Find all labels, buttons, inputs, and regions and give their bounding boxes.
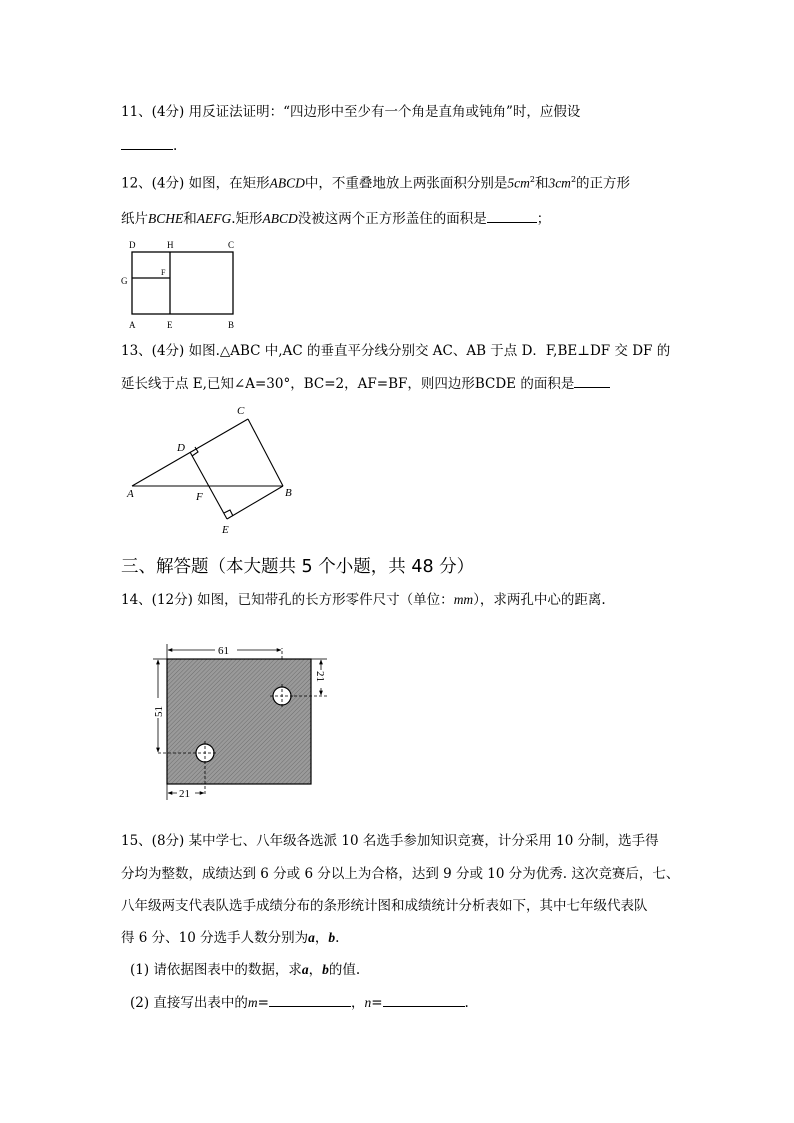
q15-var-b: b xyxy=(328,930,336,945)
q12-paper: 纸片 xyxy=(121,211,148,227)
q12-area1: 5cm xyxy=(507,175,530,191)
q13-label-b: B xyxy=(285,487,292,499)
q14-unit: mm xyxy=(453,592,474,607)
q12-square-bche: BCHE xyxy=(148,211,184,226)
q14-dim-21-bottom-label: 21 xyxy=(179,788,190,800)
q11-line1: 11、(4分) 用反证法证明：“四边形中至少有一个角是直角或钝角”时，应假设 xyxy=(121,104,581,120)
q12-rect-abcd-2: ABCD xyxy=(262,211,298,226)
q13-label-e: E xyxy=(222,524,229,535)
q12-label-h: H xyxy=(167,240,174,250)
q12-and: 和 xyxy=(534,175,549,192)
q15-sub1-var-b: b xyxy=(322,962,329,977)
q15-period: . xyxy=(335,930,340,946)
q15-line2: 分均为整数，成绩达到 6 分或 6 分以上为合格，达到 9 分或 10 分为优秀. 这次竞赛后，七、 xyxy=(121,866,680,882)
q12-semicolon: ； xyxy=(536,211,551,227)
q12-label-b: B xyxy=(228,320,235,330)
q12-rect-outline xyxy=(132,252,233,314)
q15-var-m: m xyxy=(247,995,258,1010)
q15-line4 xyxy=(121,930,339,946)
q12-intro: 12、(4分) 如图，在矩形 xyxy=(121,175,270,192)
q15-sub2 xyxy=(130,994,469,1011)
q14-intro: 14、(12分) 如图，已知带孔的长方形零件尺寸（单位： xyxy=(121,592,454,608)
q15-sub1-comma: ， xyxy=(308,962,323,978)
q12-area2: 3cm xyxy=(548,175,571,191)
q13-figure xyxy=(120,400,305,535)
q15-eq-m: = xyxy=(257,995,269,1011)
q12-label-g: G xyxy=(121,276,128,286)
q12-rect-abcd: ABCD xyxy=(269,175,305,191)
q12-text-end: 的正方形 xyxy=(576,175,631,192)
q12-label-c: C xyxy=(228,240,235,250)
q15-m-answer-blank[interactable] xyxy=(269,994,351,1007)
q13-segment-eb xyxy=(227,486,283,519)
q14-dim-51-label: 51 xyxy=(153,706,165,717)
q13-segment-cb xyxy=(248,419,283,486)
q14-line1 xyxy=(121,592,606,608)
q15-var-a: a xyxy=(308,930,315,945)
q14-plate xyxy=(167,659,311,784)
q13-label-d: D xyxy=(177,442,185,454)
q12-sup1: 2 xyxy=(529,175,535,184)
q12-text: 中，不重叠地放上两张面积分别是 xyxy=(304,175,508,192)
q15-sub1-end: 的值. xyxy=(328,962,361,978)
q13-label-f: F xyxy=(196,491,203,503)
q15-line4-text: 得 6 分、10 分选手人数分别为 xyxy=(121,930,309,946)
q13-answer-blank[interactable] xyxy=(574,375,610,388)
q15-sub2-end: . xyxy=(464,995,469,1011)
q15-line1: 15、(8分) 某中学七、八年级各选派 10 名选手参加知识竞赛，计分采用 10 分制，选手得 xyxy=(121,833,659,849)
section-title: 三、解答题（本大题共 5 个小题，共 48 分） xyxy=(121,557,475,577)
q15-sub1-var-a: a xyxy=(301,962,309,977)
q12-label-f: F xyxy=(161,268,166,277)
q15-eq-n: = xyxy=(371,995,383,1011)
q13-line2 xyxy=(121,375,610,392)
q14-dim-61-label: 61 xyxy=(218,645,229,657)
q13-label-a: A xyxy=(127,488,134,500)
q14-question: ），求两孔中心的距离. xyxy=(473,592,606,608)
q15-sub2-text: (2) 直接写出表中的 xyxy=(130,995,248,1011)
q12-label-d: D xyxy=(129,240,136,250)
q14-dim-21-right-label: 21 xyxy=(314,671,326,682)
q15-line3: 八年级两支代表队选手成绩分布的条形统计图和成绩统计分析表如下，其中七年级代表队 xyxy=(121,898,648,914)
q12-and2: 和 xyxy=(183,211,197,227)
q12-question: 没被这两个正方形盖住的面积是 xyxy=(297,211,487,227)
q12-square-aefg: AEFG xyxy=(196,211,232,226)
q15-sub1-text: (1) 请依据图表中的数据，求 xyxy=(130,962,302,978)
q13-question: 延长线于点 E,已知∠A=30°，BC=2，AF=BF，则四边形BCDE 的面积是 xyxy=(121,376,575,392)
q12-line2 xyxy=(121,210,550,227)
q12-label-e: E xyxy=(167,320,173,330)
q11-answer-blank[interactable] xyxy=(121,137,173,150)
q12-answer-blank[interactable] xyxy=(487,210,537,223)
q15-var-n: n xyxy=(364,995,372,1010)
q11-line2 xyxy=(121,137,177,154)
q15-comma: ， xyxy=(314,930,329,946)
q12-rect-word: .矩形 xyxy=(231,211,263,227)
q12-sup2: 2 xyxy=(570,175,577,184)
q15-n-answer-blank[interactable] xyxy=(383,994,465,1007)
q11-period: . xyxy=(173,138,178,154)
q15-sub2-sep: ， xyxy=(350,995,365,1011)
q12-line1 xyxy=(121,172,630,192)
q12-figure xyxy=(118,238,243,333)
q15-sub1 xyxy=(130,962,360,978)
q13-line1: 13、(4分) 如图.△ABC 中,AC 的垂直平分线分别交 AC、AB 于点 D．F,BE⊥DF 交 DF 的 xyxy=(121,343,671,359)
q14-figure xyxy=(145,640,335,805)
q13-label-c: C xyxy=(237,405,245,417)
q12-label-a: A xyxy=(129,320,136,330)
